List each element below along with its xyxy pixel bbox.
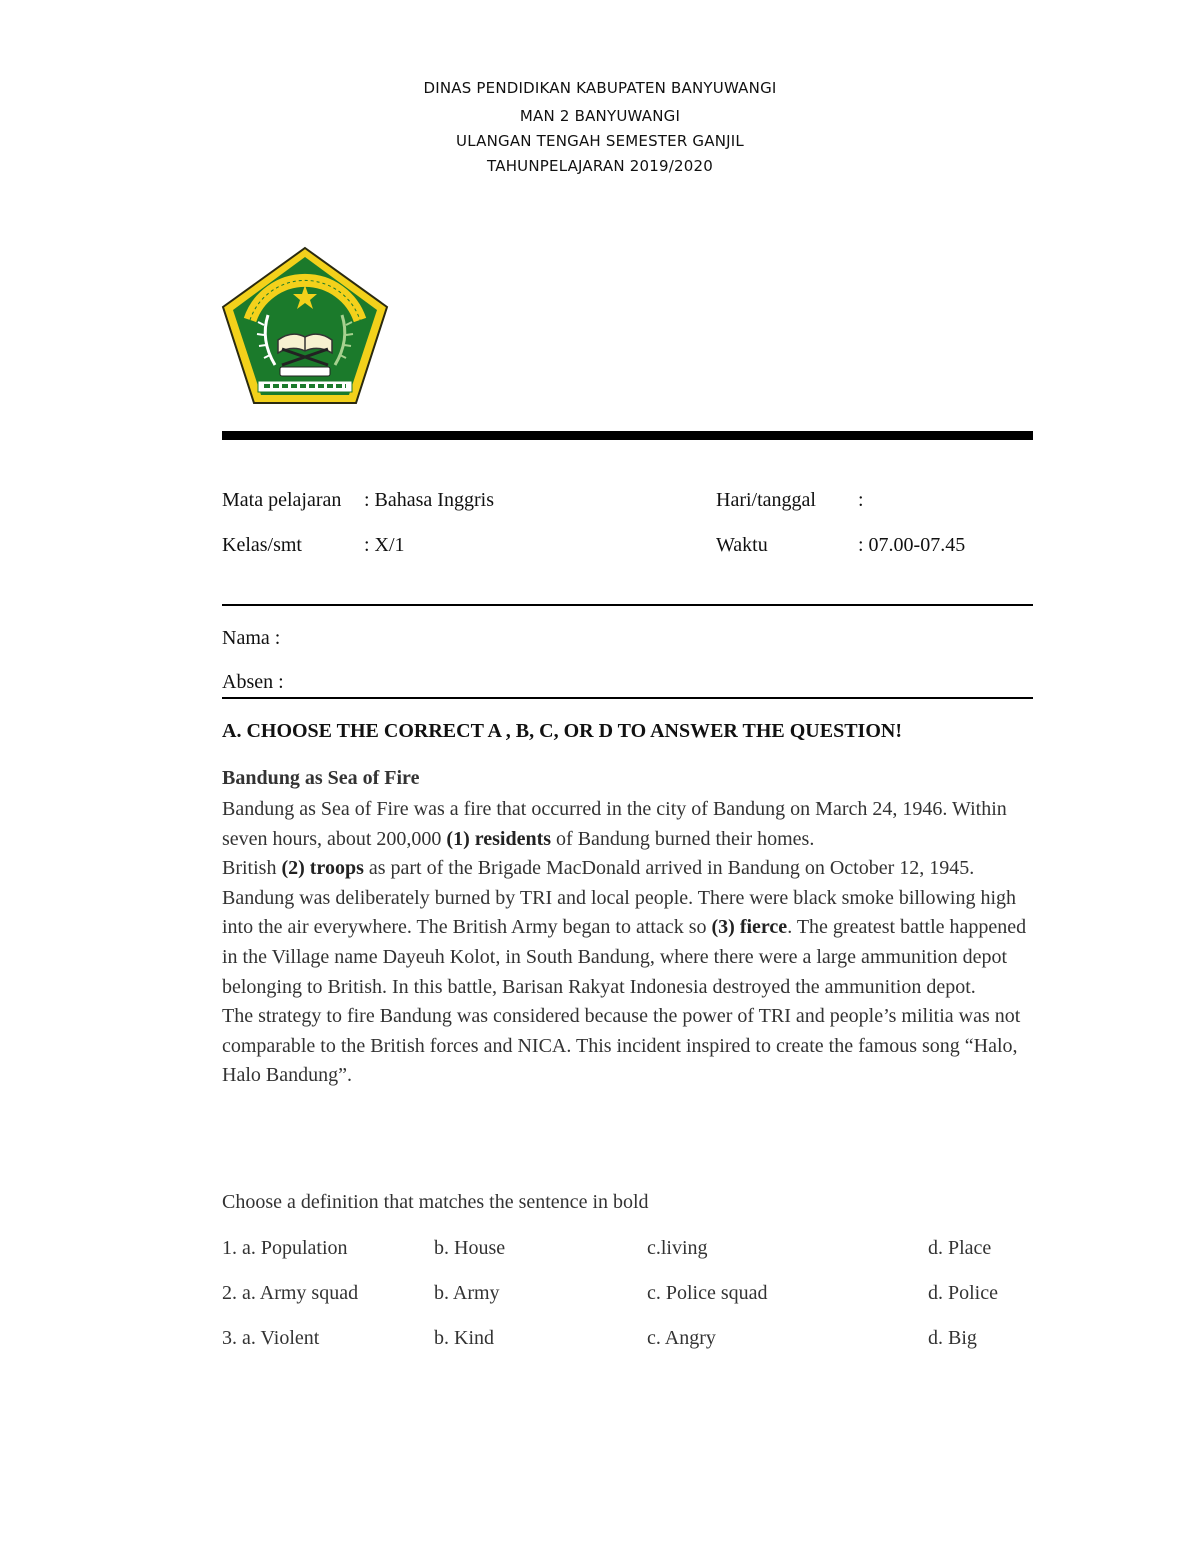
kemenag-emblem-icon xyxy=(220,245,390,407)
article-body xyxy=(222,795,1037,1091)
bold-term-1: (1) residents xyxy=(446,827,552,850)
header-year: TAHUNPELAJARAN 2019/2020 xyxy=(487,157,713,175)
option-c: c. Angry xyxy=(647,1327,716,1349)
article-paragraph xyxy=(222,795,1037,854)
subject-label: Mata pelajaran xyxy=(222,489,342,511)
name-field: Nama : xyxy=(222,627,281,649)
option-b: b. Army xyxy=(434,1282,500,1304)
time-value: : 07.00-07.45 xyxy=(858,534,966,556)
instruction-text: Choose a definition that matches the sentence in bold xyxy=(222,1191,649,1213)
section-title: A. CHOOSE THE CORRECT A , B, C, OR D TO ANSWER THE QUESTION! xyxy=(222,720,902,742)
option-b: b. House xyxy=(434,1237,506,1259)
option-c: c. Police squad xyxy=(647,1282,768,1304)
option-a: 2. a. Army squad xyxy=(222,1282,359,1304)
article-text: of Bandung burned their homes. xyxy=(551,827,815,850)
header-divider xyxy=(222,431,1033,440)
class-label: Kelas/smt xyxy=(222,534,302,556)
question-row xyxy=(0,1327,1200,1357)
article-title: Bandung as Sea of Fire xyxy=(222,767,420,789)
article-text: as part of the Brigade MacDonald arrived in Bandung on October 12, 1945. Bandung was deliberately burned by TRI and local people. There were black smoke billowing high into the air everywhere. The British Army began to attack so xyxy=(222,857,1017,939)
article-text: . The greatest battle happened in the Village name Dayeuh Kolot, in South Bandung, where there were a large ammunition depot belonging to British. In this battle, Barisan Rakyat Indonesia destroyed the ammunition depot. xyxy=(222,916,1027,998)
time-label: Waktu xyxy=(716,534,768,556)
option-b: b. Kind xyxy=(434,1327,494,1349)
option-d: d. Place xyxy=(928,1237,992,1259)
class-value: : X/1 xyxy=(364,534,405,556)
option-d: d. Police xyxy=(928,1282,998,1304)
header-agency: DINAS PENDIDIKAN KABUPATEN BANYUWANGI xyxy=(423,79,777,97)
day-label: Hari/tanggal xyxy=(716,489,816,511)
header-exam: ULANGAN TENGAH SEMESTER GANJIL xyxy=(456,132,744,150)
article-text: Bandung as Sea of Fire was a fire that occurred in the city of Bandung on March 24, 1946. Within seven hours, about 200,000 xyxy=(222,798,1007,850)
bold-term-2: (2) troops xyxy=(281,857,364,880)
day-value: : xyxy=(858,489,864,511)
header-school: MAN 2 BANYUWANGI xyxy=(519,107,681,125)
option-c: c.living xyxy=(647,1237,708,1259)
article-text: British xyxy=(222,857,282,880)
option-a: 1. a. Population xyxy=(222,1237,348,1259)
subject-value: : Bahasa Inggris xyxy=(364,489,494,511)
article-paragraph xyxy=(222,854,1037,1002)
option-d: d. Big xyxy=(928,1327,977,1349)
question-row xyxy=(0,1237,1200,1267)
option-a: 3. a. Violent xyxy=(222,1327,320,1349)
info-divider xyxy=(222,604,1033,606)
question-row xyxy=(0,1282,1200,1312)
article-paragraph: The strategy to fire Bandung was considered because the power of TRI and people’s militia was not comparable to the British forces and NICA. This incident inspired to create the famous song “Halo, Halo Bandung”. xyxy=(222,1005,1021,1087)
student-divider xyxy=(222,697,1033,699)
bold-term-3: (3) fierce xyxy=(711,916,788,939)
absen-field: Absen : xyxy=(222,671,284,693)
